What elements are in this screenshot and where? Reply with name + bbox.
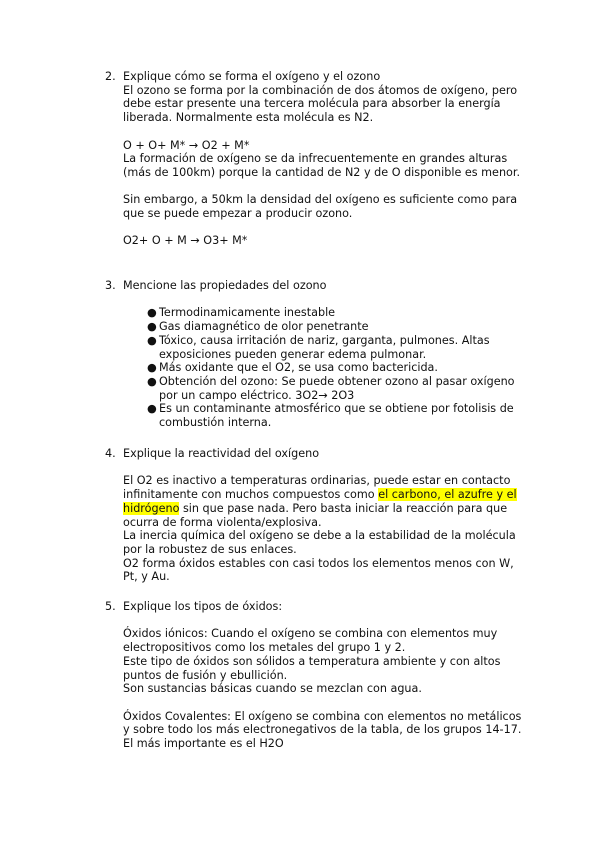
question-5 <box>105 600 525 751</box>
bullet-list <box>123 306 525 429</box>
paragraph: Sin embargo, a 50km la densidad del oxígeno es suficiente como para que se puede empezar a producir ozono. <box>123 193 518 220</box>
paragraph: Este tipo de óxidos son sólidos a temperatura ambiente y con altos puntos de fusión y ebullición. <box>123 654 501 682</box>
list-item: ● Más oxidante que el O2, se usa como bactericida. <box>147 361 438 375</box>
paragraph: O2 forma óxidos estables con casi todos los elementos menos con W, Pt, y Au. <box>123 556 514 584</box>
paragraph: La inercia química del oxígeno se debe a la estabilidad de la molécula por la robustez de sus enlaces. <box>123 529 516 556</box>
paragraph: Óxidos Covalentes: El oxígeno se combina con elementos no metálicos y sobre todo los más electronegativos de la tabla, de los grupos 14-17. <box>123 709 522 737</box>
question-3 <box>105 279 525 430</box>
bullet-icon: ● <box>147 306 157 320</box>
paragraph: Son sustancias básicas cuando se mezclan con agua. <box>123 682 422 696</box>
list-item: ● Es un contaminante atmosférico que se obtiene por fotolisis de combustión interna. <box>147 402 514 430</box>
question-number: 5. <box>105 600 116 613</box>
question-title: Explique los tipos de óxidos: <box>123 600 283 613</box>
question-number: 3. <box>105 279 116 292</box>
equation: O + O+ M* → O2 + M* <box>123 138 250 152</box>
paragraph: Óxidos iónicos: Cuando el oxígeno se combina con elementos muy electropositivos como los metales del grupo 1 y 2. <box>123 627 498 655</box>
equation: O2+ O + M → O3+ M* <box>123 234 248 248</box>
question-4 <box>105 447 525 584</box>
question-title: Explique cómo se forma el oxígeno y el ozono <box>123 70 381 83</box>
bullet-icon: ● <box>147 374 157 388</box>
bullet-icon: ● <box>147 320 157 334</box>
highlighted-text: el carbono, el azufre y el hidrógeno <box>123 488 517 515</box>
paragraph: El ozono se forma por la combinación de dos átomos de oxígeno, pero debe estar presente una tercera molécula para absorber la energía liberada. Normalmente esta molécula es N2. <box>123 83 518 125</box>
bullet-icon: ● <box>147 333 157 347</box>
question-title: Explique la reactividad del oxígeno <box>123 447 320 460</box>
bullet-icon: ● <box>147 402 157 416</box>
list-item: ● Obtención del ozono: Se puede obtener ozono al pasar oxígeno por un campo eléctrico. 3O2→ 2O3 <box>147 374 515 402</box>
list-item: ● Termodinamicamente inestable <box>147 306 336 320</box>
question-number: 4. <box>105 447 116 460</box>
list-item: ● Gas diamagnético de olor penetrante <box>147 320 369 334</box>
paragraph: La formación de oxígeno se da infrecuentemente en grandes alturas (más de 100km) porque la cantidad de N2 y de O disponible es menor. <box>123 152 521 179</box>
paragraph: El O2 es inactivo a temperaturas ordinarias, puede estar en contacto infinitamente con muchos compuestos como el carbono, el azufre y el hidrógeno sin que pase nada. Pero basta iniciar la reacción para que ocurra de forma violenta/explosiva. <box>123 474 517 529</box>
paragraph: El más importante es el H2O <box>123 737 284 750</box>
question-number: 2. <box>105 70 116 83</box>
question-title: Mencione las propiedades del ozono <box>123 279 327 292</box>
question-2 <box>105 70 525 248</box>
bullet-icon: ● <box>147 361 157 375</box>
list-item: ● Tóxico, causa irritación de nariz, garganta, pulmones. Altas exposiciones pueden generar edema pulmonar. <box>147 333 490 361</box>
